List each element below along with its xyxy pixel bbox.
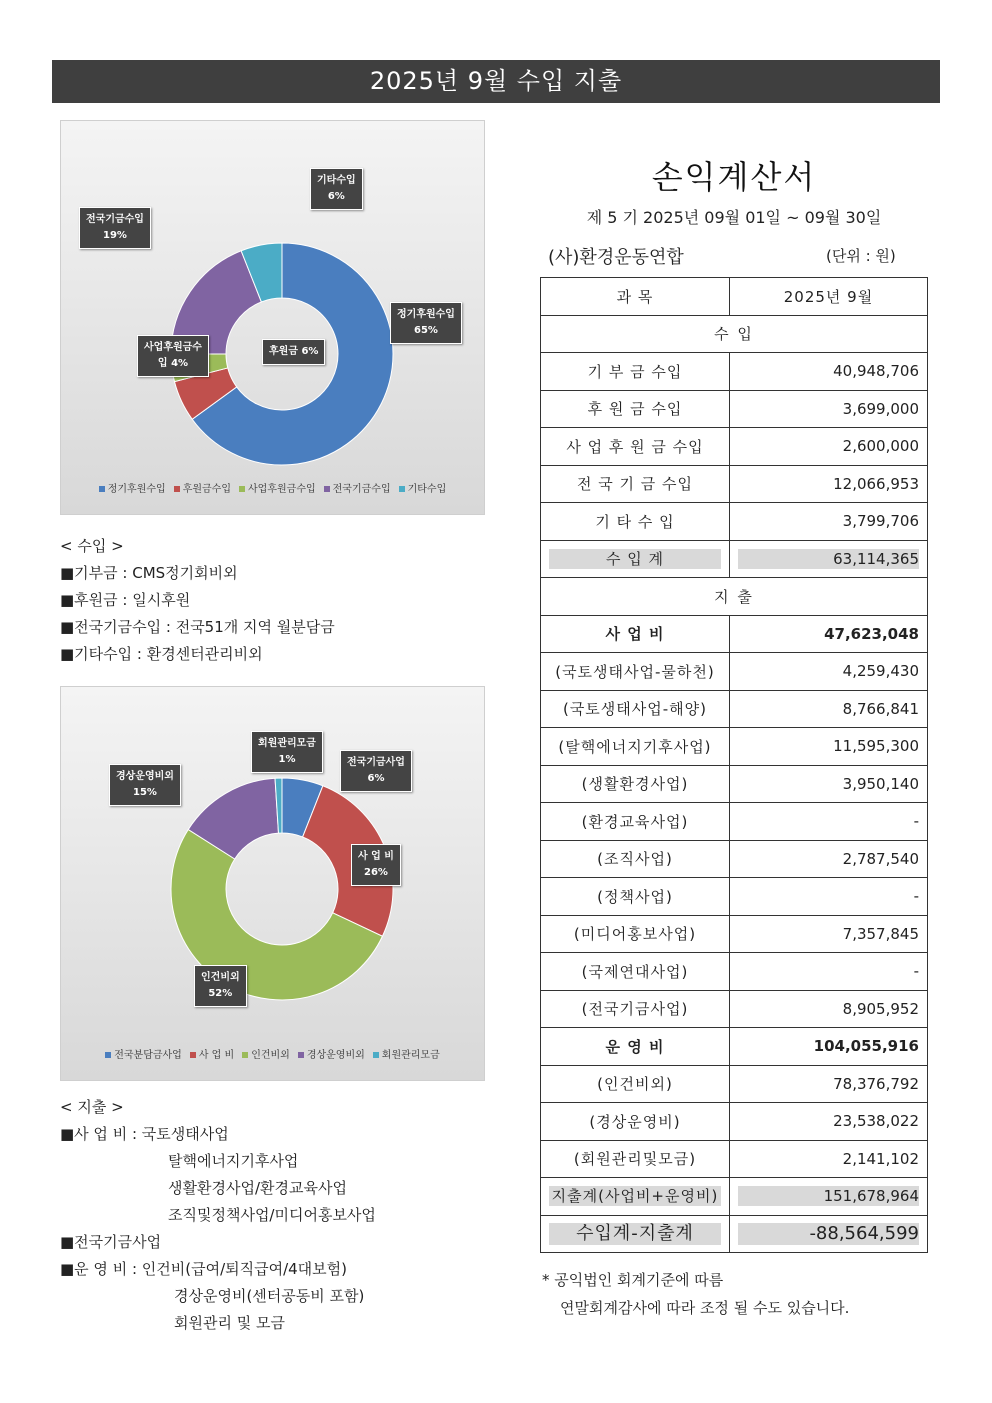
statement-title: 손익계산서 — [651, 158, 817, 196]
statement-item-label: 전 국 기 금 수입 — [541, 465, 730, 503]
statement-row — [541, 1028, 928, 1066]
statement-item-label: 사 업 후 원 금 수입 — [541, 428, 730, 466]
page-banner-title: 2025년 9월 수입 지출 — [52, 60, 940, 103]
statement-row — [541, 353, 928, 391]
statement-item-label: (정책사업) — [541, 878, 730, 916]
statement-item-label: (회원관리및모금) — [541, 1140, 730, 1178]
statement-row — [541, 990, 928, 1028]
statement-row — [541, 953, 928, 991]
statement-item-value: 3,799,706 — [729, 503, 927, 541]
expense-chart-legend — [61, 1046, 484, 1061]
statement-item-value: 11,595,300 — [729, 728, 927, 766]
statement-row — [541, 428, 928, 466]
legend-label: 기타수입 — [407, 484, 447, 495]
legend-swatch — [324, 486, 330, 492]
statement-item-label: (인건비외) — [541, 1065, 730, 1103]
legend-swatch — [399, 486, 405, 492]
expense-note-line: 경상운영비(센터공동비 포함) — [174, 1287, 365, 1305]
legend-swatch — [373, 1052, 379, 1058]
legend-swatch — [99, 486, 105, 492]
footnote-line: * 공익법인 회계기준에 따름 — [542, 1271, 724, 1289]
expense-note-line: ■사 업 비 : 국토생태사업 — [60, 1125, 229, 1143]
legend-item — [373, 1050, 440, 1061]
statement-item-value: 12,066,953 — [729, 465, 927, 503]
statement-item-label: 과 목 — [541, 278, 730, 316]
statement-section-row — [541, 315, 928, 353]
statement-item-label: 사 업 비 — [541, 615, 730, 653]
statement-item-label: (탈핵에너지기후사업) — [541, 728, 730, 766]
income-statement-table — [540, 277, 928, 1253]
income-label-project: 사업후원금수 입 4% — [137, 335, 209, 377]
legend-item — [239, 484, 316, 495]
expense-label-operating: 경상운영비외 15% — [109, 764, 181, 806]
statement-row — [541, 803, 928, 841]
legend-label: 전국기금수입 — [332, 484, 391, 495]
legend-item — [99, 484, 166, 495]
statement-item-label: 지출계(사업비+운영비) — [541, 1178, 730, 1216]
income-label-fund: 전국기금수입 19% — [79, 207, 151, 249]
legend-item — [324, 484, 391, 495]
legend-swatch — [174, 486, 180, 492]
statement-item-label: (국토생태사업-해양) — [541, 690, 730, 728]
legend-swatch — [239, 486, 245, 492]
income-note-item: ■전국기금수입 : 전국51개 지역 월분담금 — [60, 618, 335, 636]
income-donut-chart — [60, 120, 485, 515]
expense-note-line: 탈핵에너지기후사업 — [168, 1152, 299, 1170]
legend-label: 전국분담금사업 — [114, 1050, 182, 1061]
statement-item-value: - — [729, 878, 927, 916]
statement-row — [541, 1065, 928, 1103]
legend-label: 후원금수입 — [182, 484, 232, 495]
statement-item-label: 운 영 비 — [541, 1028, 730, 1066]
statement-item-value: 8,905,952 — [729, 990, 927, 1028]
statement-period: 제 5 기 2025년 09월 01일 ~ 09월 30일 — [586, 208, 882, 227]
income-note-item: ■기타수입 : 환경센터관리비외 — [60, 645, 263, 663]
statement-item-value: 8,766,841 — [729, 690, 927, 728]
statement-item-label: (조직사업) — [541, 840, 730, 878]
expense-label-project: 사 업 비 26% — [351, 844, 401, 886]
statement-row — [541, 878, 928, 916]
statement-item-value: 3,699,000 — [729, 390, 927, 428]
expense-notes-heading: < 지출 > — [60, 1098, 124, 1116]
income-label-regular: 정기후원수입 65% — [390, 302, 462, 344]
expense-donut-chart — [60, 686, 485, 1081]
income-label-donation: 후원금 6% — [262, 339, 325, 365]
statement-row — [541, 465, 928, 503]
expense-label-staff: 인건비외 52% — [194, 965, 247, 1007]
statement-row — [541, 1140, 928, 1178]
statement-item-value: - — [729, 803, 927, 841]
statement-item-label: 수 입 계 — [541, 540, 730, 578]
statement-item-value: 63,114,365 — [729, 540, 927, 578]
statement-item-label: (환경교육사업) — [541, 803, 730, 841]
legend-swatch — [105, 1052, 111, 1058]
legend-item — [242, 1050, 290, 1061]
statement-item-value: 2,787,540 — [729, 840, 927, 878]
statement-item-value: 4,259,430 — [729, 653, 927, 691]
statement-section-row — [541, 578, 928, 616]
legend-label: 정기후원수입 — [107, 484, 166, 495]
statement-section-label: 지 출 — [541, 578, 928, 616]
statement-item-value: 40,948,706 — [729, 353, 927, 391]
statement-item-value: 7,357,845 — [729, 915, 927, 953]
statement-item-value: 2,600,000 — [729, 428, 927, 466]
statement-item-label: (미디어홍보사업) — [541, 915, 730, 953]
statement-item-value: 151,678,964 — [729, 1178, 927, 1216]
legend-item — [298, 1050, 365, 1061]
statement-item-label: 후 원 금 수입 — [541, 390, 730, 428]
income-note-item: ■후원금 : 일시후원 — [60, 591, 191, 609]
legend-item — [174, 484, 231, 495]
legend-swatch — [298, 1052, 304, 1058]
legend-item — [190, 1050, 234, 1061]
statement-item-label: (국토생태사업-물하천) — [541, 653, 730, 691]
expense-note-line: 회원관리 및 모금 — [174, 1314, 285, 1332]
legend-label: 회원관리모금 — [381, 1050, 440, 1061]
statement-item-label: (국제연대사업) — [541, 953, 730, 991]
income-notes-heading: < 수입 > — [60, 537, 124, 555]
statement-row — [541, 540, 928, 578]
currency-unit: (단위 : 원) — [826, 247, 896, 265]
statement-row — [541, 1103, 928, 1141]
legend-label: 경상운영비외 — [306, 1050, 365, 1061]
statement-item-value: 2,141,102 — [729, 1140, 927, 1178]
statement-item-value: -88,564,599 — [729, 1215, 927, 1253]
statement-row — [541, 1215, 928, 1253]
legend-label: 사업후원금수입 — [248, 484, 316, 495]
expense-note-line: 조직및정책사업/미디어홍보사업 — [168, 1206, 376, 1224]
statement-row — [541, 728, 928, 766]
expense-note-line: ■운 영 비 : 인건비(급여/퇴직급여/4대보험) — [60, 1260, 348, 1278]
legend-label: 인건비외 — [251, 1050, 290, 1061]
expense-note-line: 생활환경사업/환경교육사업 — [168, 1179, 347, 1197]
statement-item-value: 78,376,792 — [729, 1065, 927, 1103]
statement-row — [541, 278, 928, 316]
statement-item-value: 3,950,140 — [729, 765, 927, 803]
footnote-line: 연말회계감사에 따라 조정 될 수도 있습니다. — [560, 1299, 850, 1317]
income-note-item: ■기부금 : CMS정기회비외 — [60, 564, 238, 582]
expense-label-fund: 전국기금사업 6% — [340, 750, 412, 792]
statement-row — [541, 765, 928, 803]
statement-row — [541, 915, 928, 953]
organization-name: (사)환경운동연합 — [548, 247, 684, 268]
statement-section-label: 수 입 — [541, 315, 928, 353]
expense-label-members: 회원관리모금 1% — [251, 731, 323, 773]
statement-row — [541, 653, 928, 691]
statement-item-label: (전국기금사업) — [541, 990, 730, 1028]
statement-item-label: 기 부 금 수입 — [541, 353, 730, 391]
statement-item-value: - — [729, 953, 927, 991]
legend-swatch — [242, 1052, 248, 1058]
statement-row — [541, 840, 928, 878]
statement-item-label: (생활환경사업) — [541, 765, 730, 803]
expense-notes — [60, 1094, 376, 1337]
statement-row — [541, 690, 928, 728]
statement-item-value: 104,055,916 — [729, 1028, 927, 1066]
legend-item — [399, 484, 447, 495]
statement-row — [541, 615, 928, 653]
legend-swatch — [190, 1052, 196, 1058]
statement-row — [541, 503, 928, 541]
statement-item-value: 2025년 9월 — [729, 278, 927, 316]
statement-item-value: 23,538,022 — [729, 1103, 927, 1141]
income-chart-legend — [61, 480, 484, 495]
statement-item-value: 47,623,048 — [729, 615, 927, 653]
statement-item-label: (경상운영비) — [541, 1103, 730, 1141]
statement-row — [541, 1178, 928, 1216]
statement-row — [541, 390, 928, 428]
footnote — [542, 1266, 849, 1322]
statement-item-label: 수입계-지출계 — [541, 1215, 730, 1253]
legend-item — [105, 1050, 182, 1061]
expense-note-line: ■전국기금사업 — [60, 1233, 162, 1251]
statement-item-label: 기 타 수 입 — [541, 503, 730, 541]
income-notes — [60, 533, 335, 668]
income-label-other: 기타수입 6% — [310, 168, 363, 210]
legend-label: 사 업 비 — [198, 1050, 235, 1061]
